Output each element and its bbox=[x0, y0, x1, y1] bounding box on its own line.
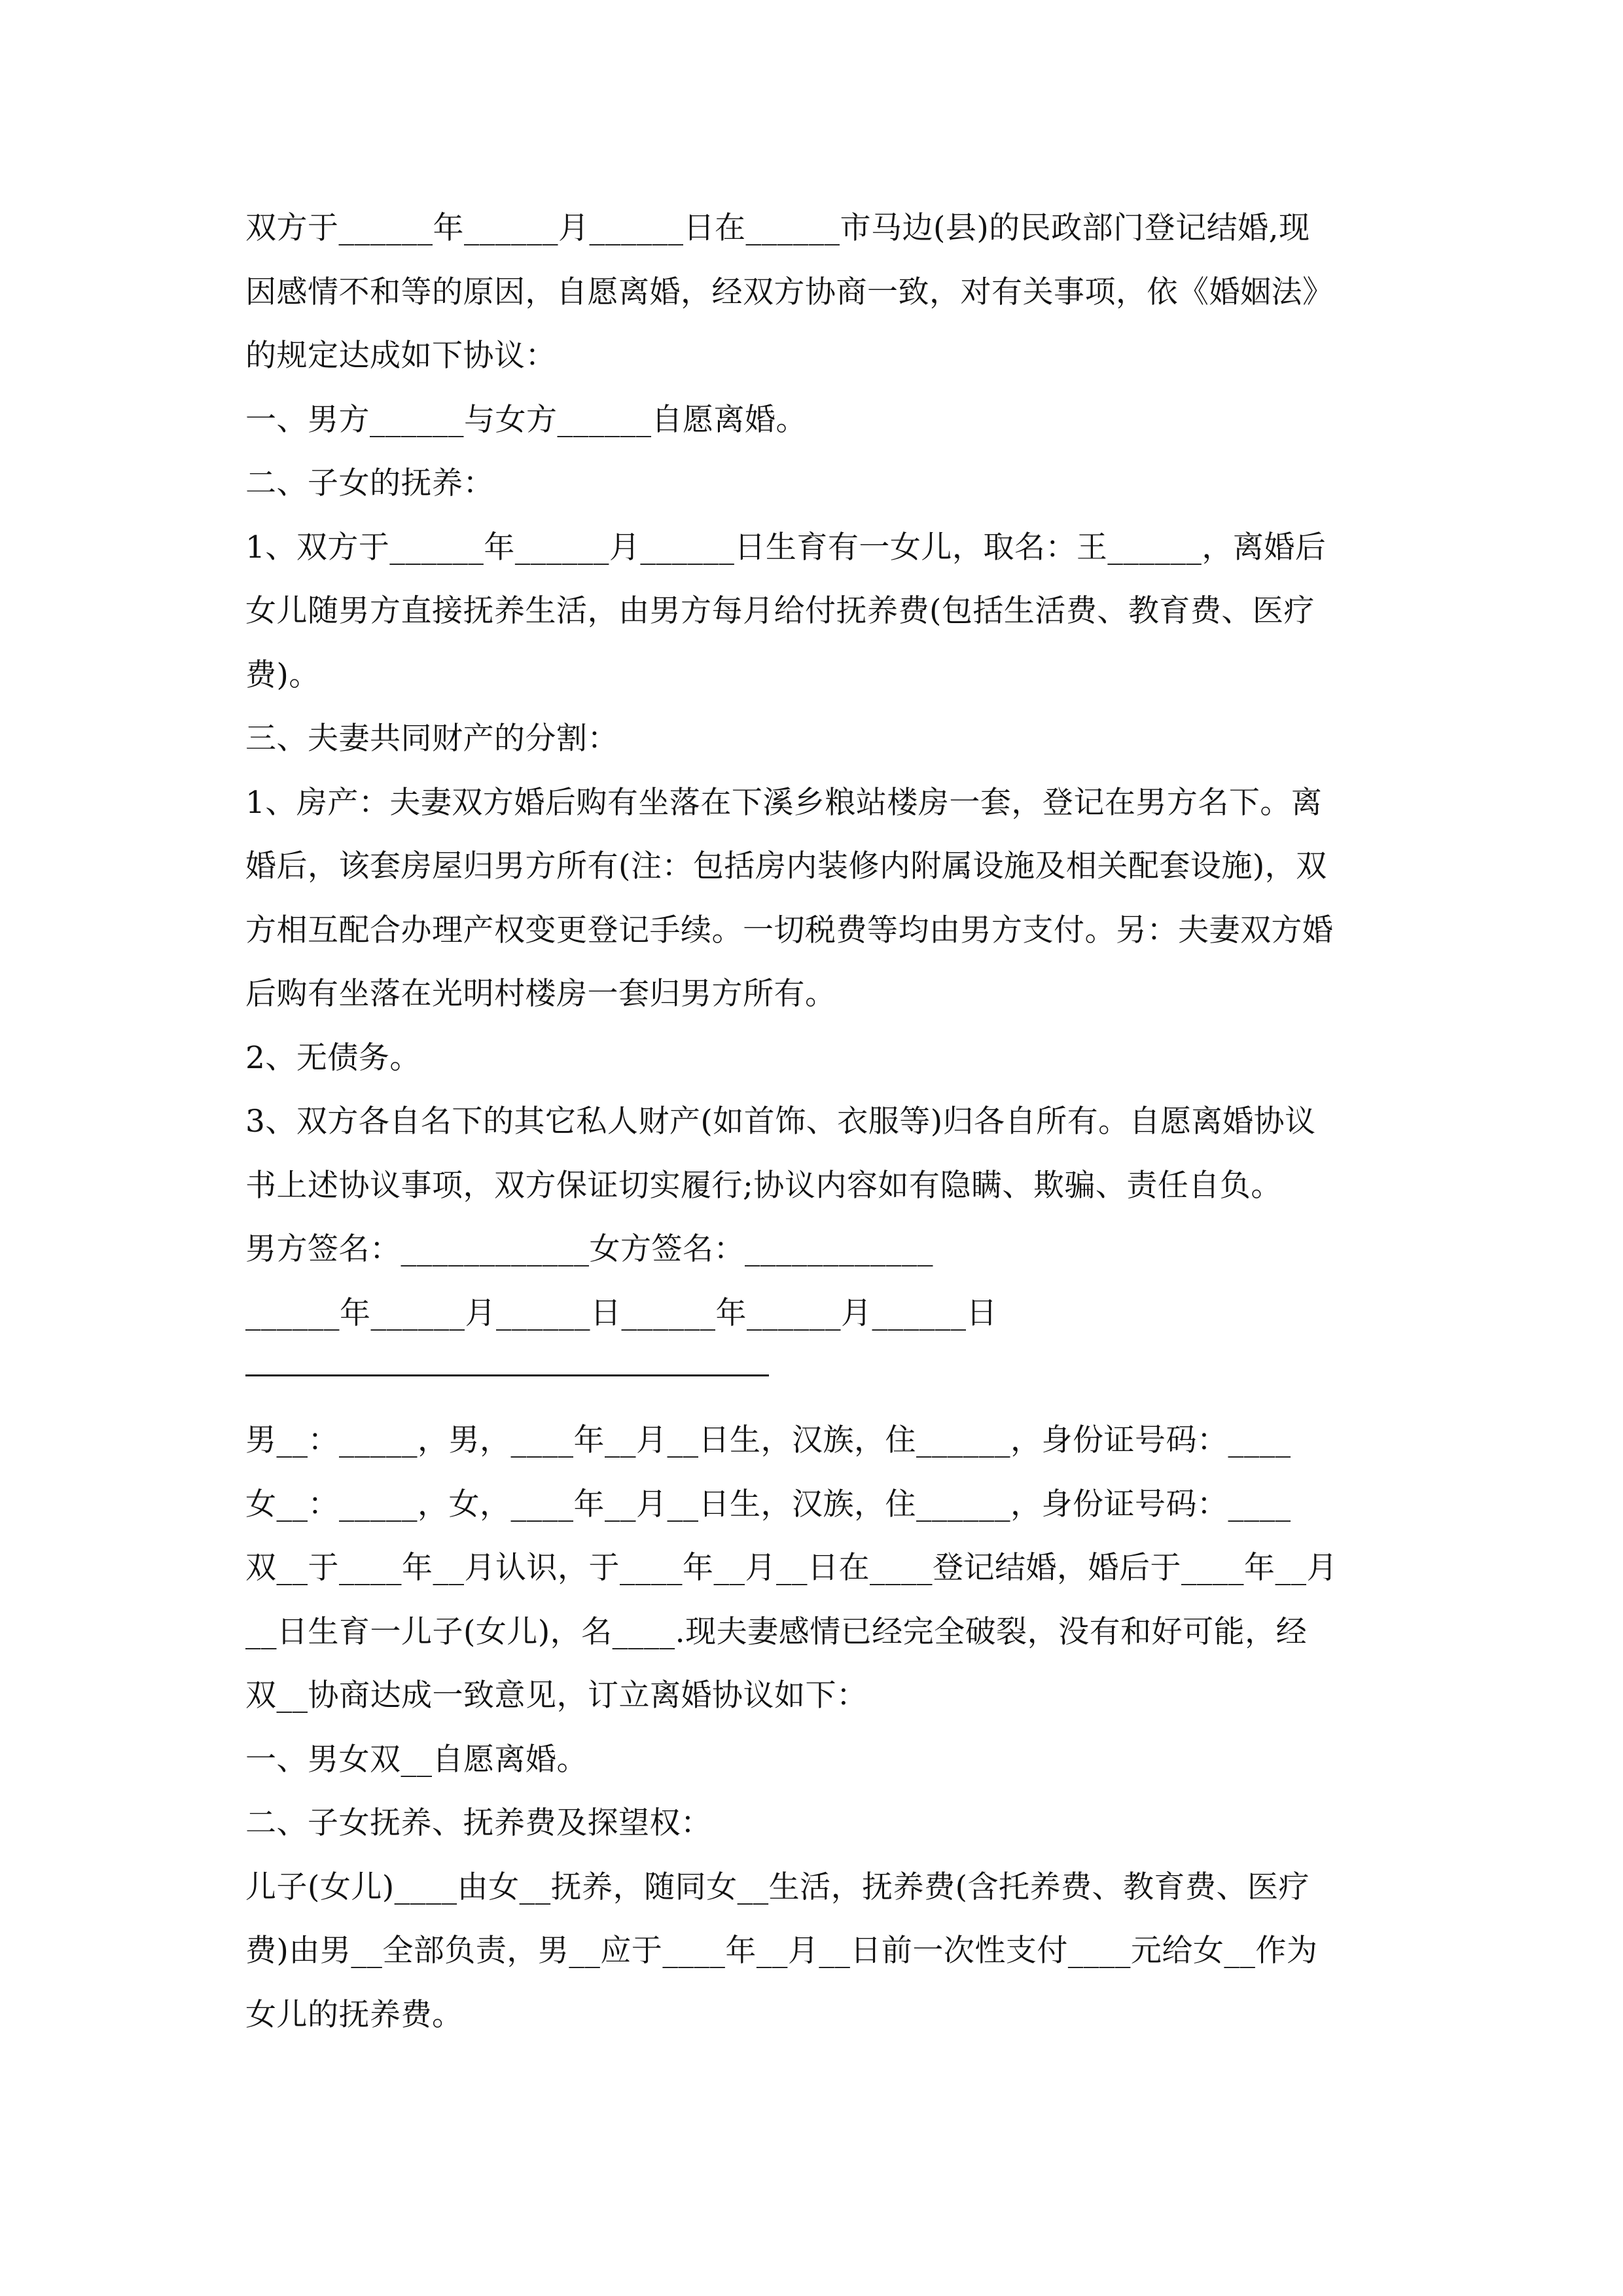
section-divider bbox=[245, 1374, 769, 1376]
date-line: ______年______月______日______年______月______日 bbox=[245, 1295, 997, 1331]
paragraph-line: 双方于______年______月______日在______市马边(县)的民政部门登记结婚,现 bbox=[245, 210, 1310, 246]
paragraph-line: 费)。 bbox=[245, 656, 320, 693]
document-body bbox=[245, 196, 1384, 2047]
paragraph-line: 2、无债务。 bbox=[245, 1039, 421, 1076]
paragraph-line: 一、男方______与女方______自愿离婚。 bbox=[245, 401, 807, 438]
paragraph-line: 儿子(女儿)____由女__抚养，随同女__生活，抚养费(含托养费、教育费、医疗 bbox=[245, 1869, 1310, 1905]
section-heading: 二、子女抚养、抚养费及探望权： bbox=[245, 1805, 712, 1841]
section-heading: 二、子女的抚养： bbox=[245, 465, 494, 501]
paragraph-line: 的规定达成如下协议： bbox=[245, 338, 556, 374]
party-info-line: 男__：_____，男，____年__月__日生，汉族，住______，身份证号码：____ bbox=[245, 1422, 1291, 1458]
section-heading: 一、男女双__自愿离婚。 bbox=[245, 1741, 588, 1778]
party-info-line: 女__：_____，女，____年__月__日生，汉族，住______，身份证号码：____ bbox=[245, 1486, 1291, 1522]
paragraph-line: 女儿的抚养费。 bbox=[245, 1996, 463, 2033]
section-heading: 三、夫妻共同财产的分割： bbox=[245, 721, 618, 757]
paragraph-line: 1、房产：夫妻双方婚后购有坐落在下溪乡粮站楼房一套，登记在男方名下。离 bbox=[245, 784, 1323, 821]
paragraph-line: 婚后，该套房屋归男方所有(注：包括房内装修内附属设施及相关配套设施)，双 bbox=[245, 848, 1327, 884]
paragraph-line: 3、双方各自名下的其它私人财产(如首饰、衣服等)归各自所有。自愿离婚协议 bbox=[245, 1103, 1316, 1139]
paragraph-line: 费)由男__全部负责，男__应于____年__月__日前一次性支付____元给女__作为 bbox=[245, 1933, 1318, 1969]
paragraph-line: 书上述协议事项，双方保证切实履行;协议内容如有隐瞒、欺骗、责任自负。 bbox=[245, 1167, 1282, 1204]
paragraph-line: 方相互配合办理产权变更登记手续。一切税费等均由男方支付。另：夫妻双方婚 bbox=[245, 912, 1334, 948]
paragraph-line: 双__协商达成一致意见，订立离婚协议如下： bbox=[245, 1677, 868, 1713]
paragraph-line: 双__于____年__月认识，于____年__月__日在____登记结婚，婚后于____年__月 bbox=[245, 1550, 1338, 1586]
paragraph-line: 后购有坐落在光明村楼房一套归男方所有。 bbox=[245, 976, 836, 1012]
signature-line: 男方签名：____________女方签名：____________ bbox=[245, 1231, 933, 1267]
paragraph-line: 女儿随男方直接抚养生活，由男方每月给付抚养费(包括生活费、教育费、医疗 bbox=[245, 593, 1315, 629]
paragraph-line: 因感情不和等的原因，自愿离婚，经双方协商一致，对有关事项，依《婚姻法》 bbox=[245, 274, 1334, 310]
paragraph-line: __日生育一儿子(女儿)，名____.现夫妻感情已经完全破裂，没有和好可能，经 bbox=[245, 1613, 1308, 1650]
paragraph-line: 1、双方于______年______月______日生育有一女儿，取名：王______，离婚后 bbox=[245, 529, 1327, 565]
